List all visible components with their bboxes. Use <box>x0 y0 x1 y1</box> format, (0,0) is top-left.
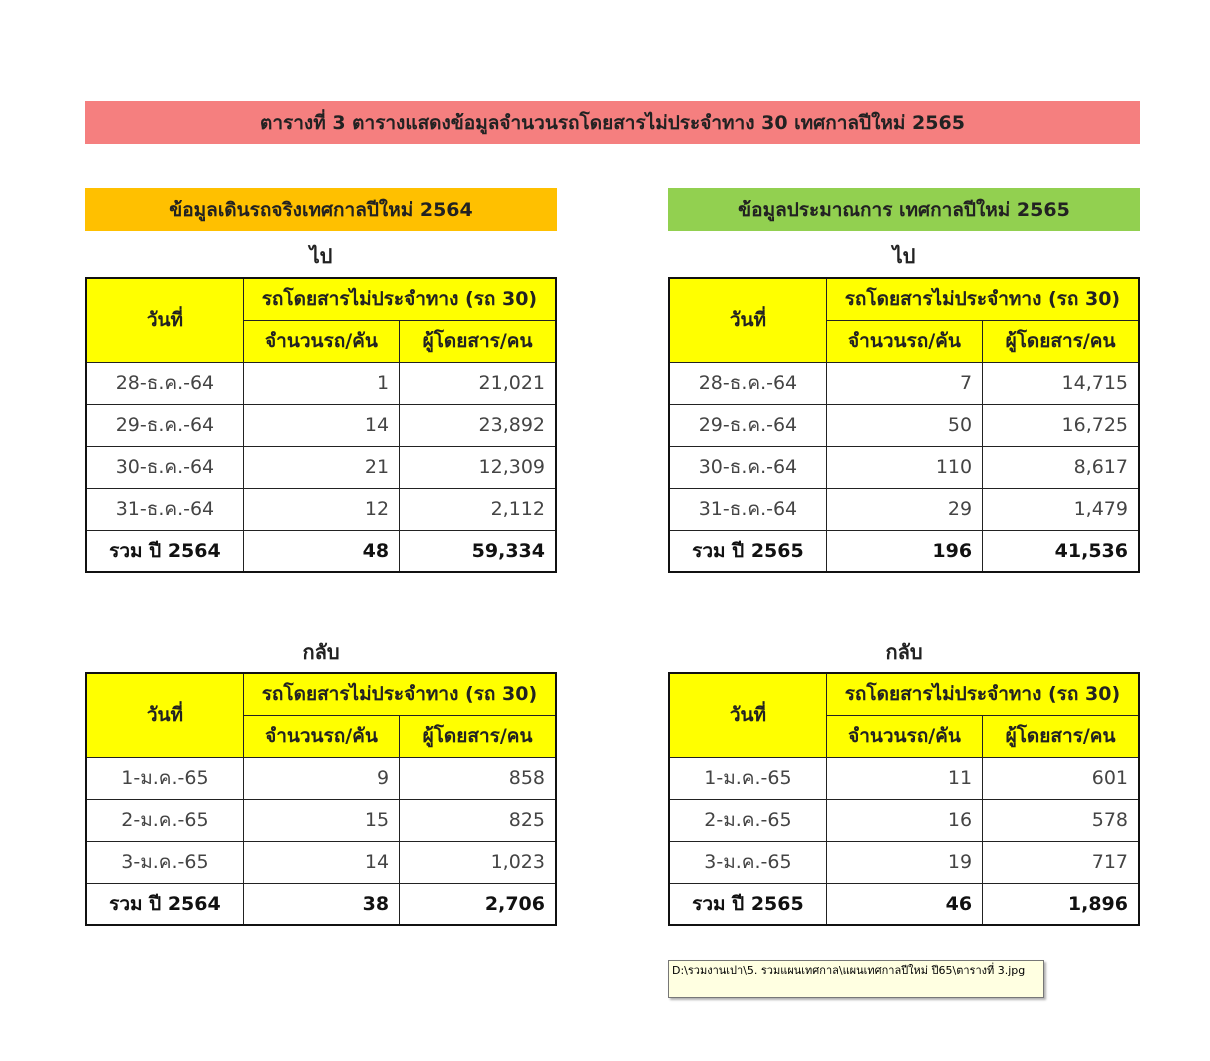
table-row <box>669 362 1139 404</box>
table-row <box>669 404 1139 446</box>
column-group-header: รถโดยสารไม่ประจำทาง (รถ 30) <box>826 673 1139 715</box>
vehicles-cell: 19 <box>826 841 982 883</box>
column-header-passengers: ผู้โดยสาร/คน <box>983 320 1139 362</box>
direction-label: กลับ <box>302 640 340 664</box>
total-label: รวม ปี 2564 <box>86 530 243 572</box>
column-header-date: วันที่ <box>669 673 826 757</box>
total-label: รวม ปี 2565 <box>669 530 826 572</box>
vehicles-cell: 15 <box>243 799 399 841</box>
data-table <box>85 277 557 573</box>
date-cell: 28-ธ.ค.-64 <box>86 362 243 404</box>
total-passengers: 2,706 <box>400 883 556 925</box>
date-cell: 28-ธ.ค.-64 <box>669 362 826 404</box>
passengers-cell: 14,715 <box>983 362 1139 404</box>
passengers-cell: 578 <box>983 799 1139 841</box>
table-row <box>669 757 1139 799</box>
header-row <box>86 673 556 715</box>
passengers-cell: 8,617 <box>983 446 1139 488</box>
direction-label: ไป <box>892 244 916 268</box>
vehicles-cell: 110 <box>826 446 982 488</box>
table-row <box>86 446 556 488</box>
direction-label: กลับ <box>885 640 923 664</box>
passengers-cell: 858 <box>400 757 556 799</box>
passengers-cell: 1,023 <box>400 841 556 883</box>
date-cell: 2-ม.ค.-65 <box>86 799 243 841</box>
date-cell: 3-ม.ค.-65 <box>669 841 826 883</box>
column-header-passengers: ผู้โดยสาร/คน <box>983 715 1139 757</box>
date-cell: 30-ธ.ค.-64 <box>669 446 826 488</box>
vehicles-cell: 9 <box>243 757 399 799</box>
column-header-vehicles: จำนวนรถ/คัน <box>243 320 399 362</box>
date-cell: 29-ธ.ค.-64 <box>669 404 826 446</box>
total-row <box>669 883 1139 925</box>
file-path-tooltip: D:\รวมงานเปา\5. รวมแผนเทศกาล\แผนเทศกาลปีใหม่ ปี65\ตารางที่ 3.jpg <box>668 960 1044 998</box>
passengers-cell: 825 <box>400 799 556 841</box>
section-header-estimate-2565: ข้อมูลประมาณการ เทศกาลปีใหม่ 2565 <box>668 188 1140 231</box>
passengers-cell: 1,479 <box>983 488 1139 530</box>
vehicles-cell: 29 <box>826 488 982 530</box>
passengers-cell: 12,309 <box>400 446 556 488</box>
table-row <box>669 488 1139 530</box>
total-passengers: 59,334 <box>400 530 556 572</box>
vehicles-cell: 12 <box>243 488 399 530</box>
total-vehicles: 38 <box>243 883 399 925</box>
table-row <box>86 841 556 883</box>
total-row <box>86 883 556 925</box>
date-cell: 3-ม.ค.-65 <box>86 841 243 883</box>
header-row <box>86 278 556 320</box>
date-cell: 29-ธ.ค.-64 <box>86 404 243 446</box>
column-group-header: รถโดยสารไม่ประจำทาง (รถ 30) <box>826 278 1139 320</box>
column-group-header: รถโดยสารไม่ประจำทาง (รถ 30) <box>243 673 556 715</box>
column-header-vehicles: จำนวนรถ/คัน <box>826 715 982 757</box>
vehicles-cell: 7 <box>826 362 982 404</box>
table-row <box>86 404 556 446</box>
vehicles-cell: 14 <box>243 841 399 883</box>
column-header-date: วันที่ <box>669 278 826 362</box>
section-header-actual-2564: ข้อมูลเดินรถจริงเทศกาลปีใหม่ 2564 <box>85 188 557 231</box>
total-label: รวม ปี 2565 <box>669 883 826 925</box>
passengers-cell: 23,892 <box>400 404 556 446</box>
table-row <box>86 488 556 530</box>
date-cell: 2-ม.ค.-65 <box>669 799 826 841</box>
data-table <box>668 672 1140 926</box>
vehicles-cell: 11 <box>826 757 982 799</box>
page-title: ตารางที่ 3 ตารางแสดงข้อมูลจำนวนรถโดยสารไม่ประจำทาง 30 เทศกาลปีใหม่ 2565 <box>85 101 1140 144</box>
direction-label: ไป <box>309 244 333 268</box>
passengers-cell: 601 <box>983 757 1139 799</box>
vehicles-cell: 1 <box>243 362 399 404</box>
total-label: รวม ปี 2564 <box>86 883 243 925</box>
table-row <box>86 799 556 841</box>
column-header-date: วันที่ <box>86 673 243 757</box>
total-passengers: 1,896 <box>983 883 1139 925</box>
date-cell: 1-ม.ค.-65 <box>86 757 243 799</box>
table-row <box>669 446 1139 488</box>
data-table <box>85 672 557 926</box>
passengers-cell: 2,112 <box>400 488 556 530</box>
date-cell: 31-ธ.ค.-64 <box>669 488 826 530</box>
data-table <box>668 277 1140 573</box>
vehicles-cell: 16 <box>826 799 982 841</box>
total-passengers: 41,536 <box>983 530 1139 572</box>
vehicles-cell: 50 <box>826 404 982 446</box>
header-row <box>669 673 1139 715</box>
passengers-cell: 21,021 <box>400 362 556 404</box>
total-vehicles: 196 <box>826 530 982 572</box>
header-row <box>669 278 1139 320</box>
table-row <box>86 362 556 404</box>
column-group-header: รถโดยสารไม่ประจำทาง (รถ 30) <box>243 278 556 320</box>
column-header-passengers: ผู้โดยสาร/คน <box>400 715 556 757</box>
total-vehicles: 46 <box>826 883 982 925</box>
total-row <box>669 530 1139 572</box>
date-cell: 30-ธ.ค.-64 <box>86 446 243 488</box>
passengers-cell: 717 <box>983 841 1139 883</box>
total-row <box>86 530 556 572</box>
date-cell: 1-ม.ค.-65 <box>669 757 826 799</box>
column-header-date: วันที่ <box>86 278 243 362</box>
table-row <box>669 799 1139 841</box>
table-row <box>669 841 1139 883</box>
column-header-vehicles: จำนวนรถ/คัน <box>826 320 982 362</box>
date-cell: 31-ธ.ค.-64 <box>86 488 243 530</box>
passengers-cell: 16,725 <box>983 404 1139 446</box>
table-row <box>86 757 556 799</box>
column-header-vehicles: จำนวนรถ/คัน <box>243 715 399 757</box>
total-vehicles: 48 <box>243 530 399 572</box>
column-header-passengers: ผู้โดยสาร/คน <box>400 320 556 362</box>
vehicles-cell: 21 <box>243 446 399 488</box>
vehicles-cell: 14 <box>243 404 399 446</box>
